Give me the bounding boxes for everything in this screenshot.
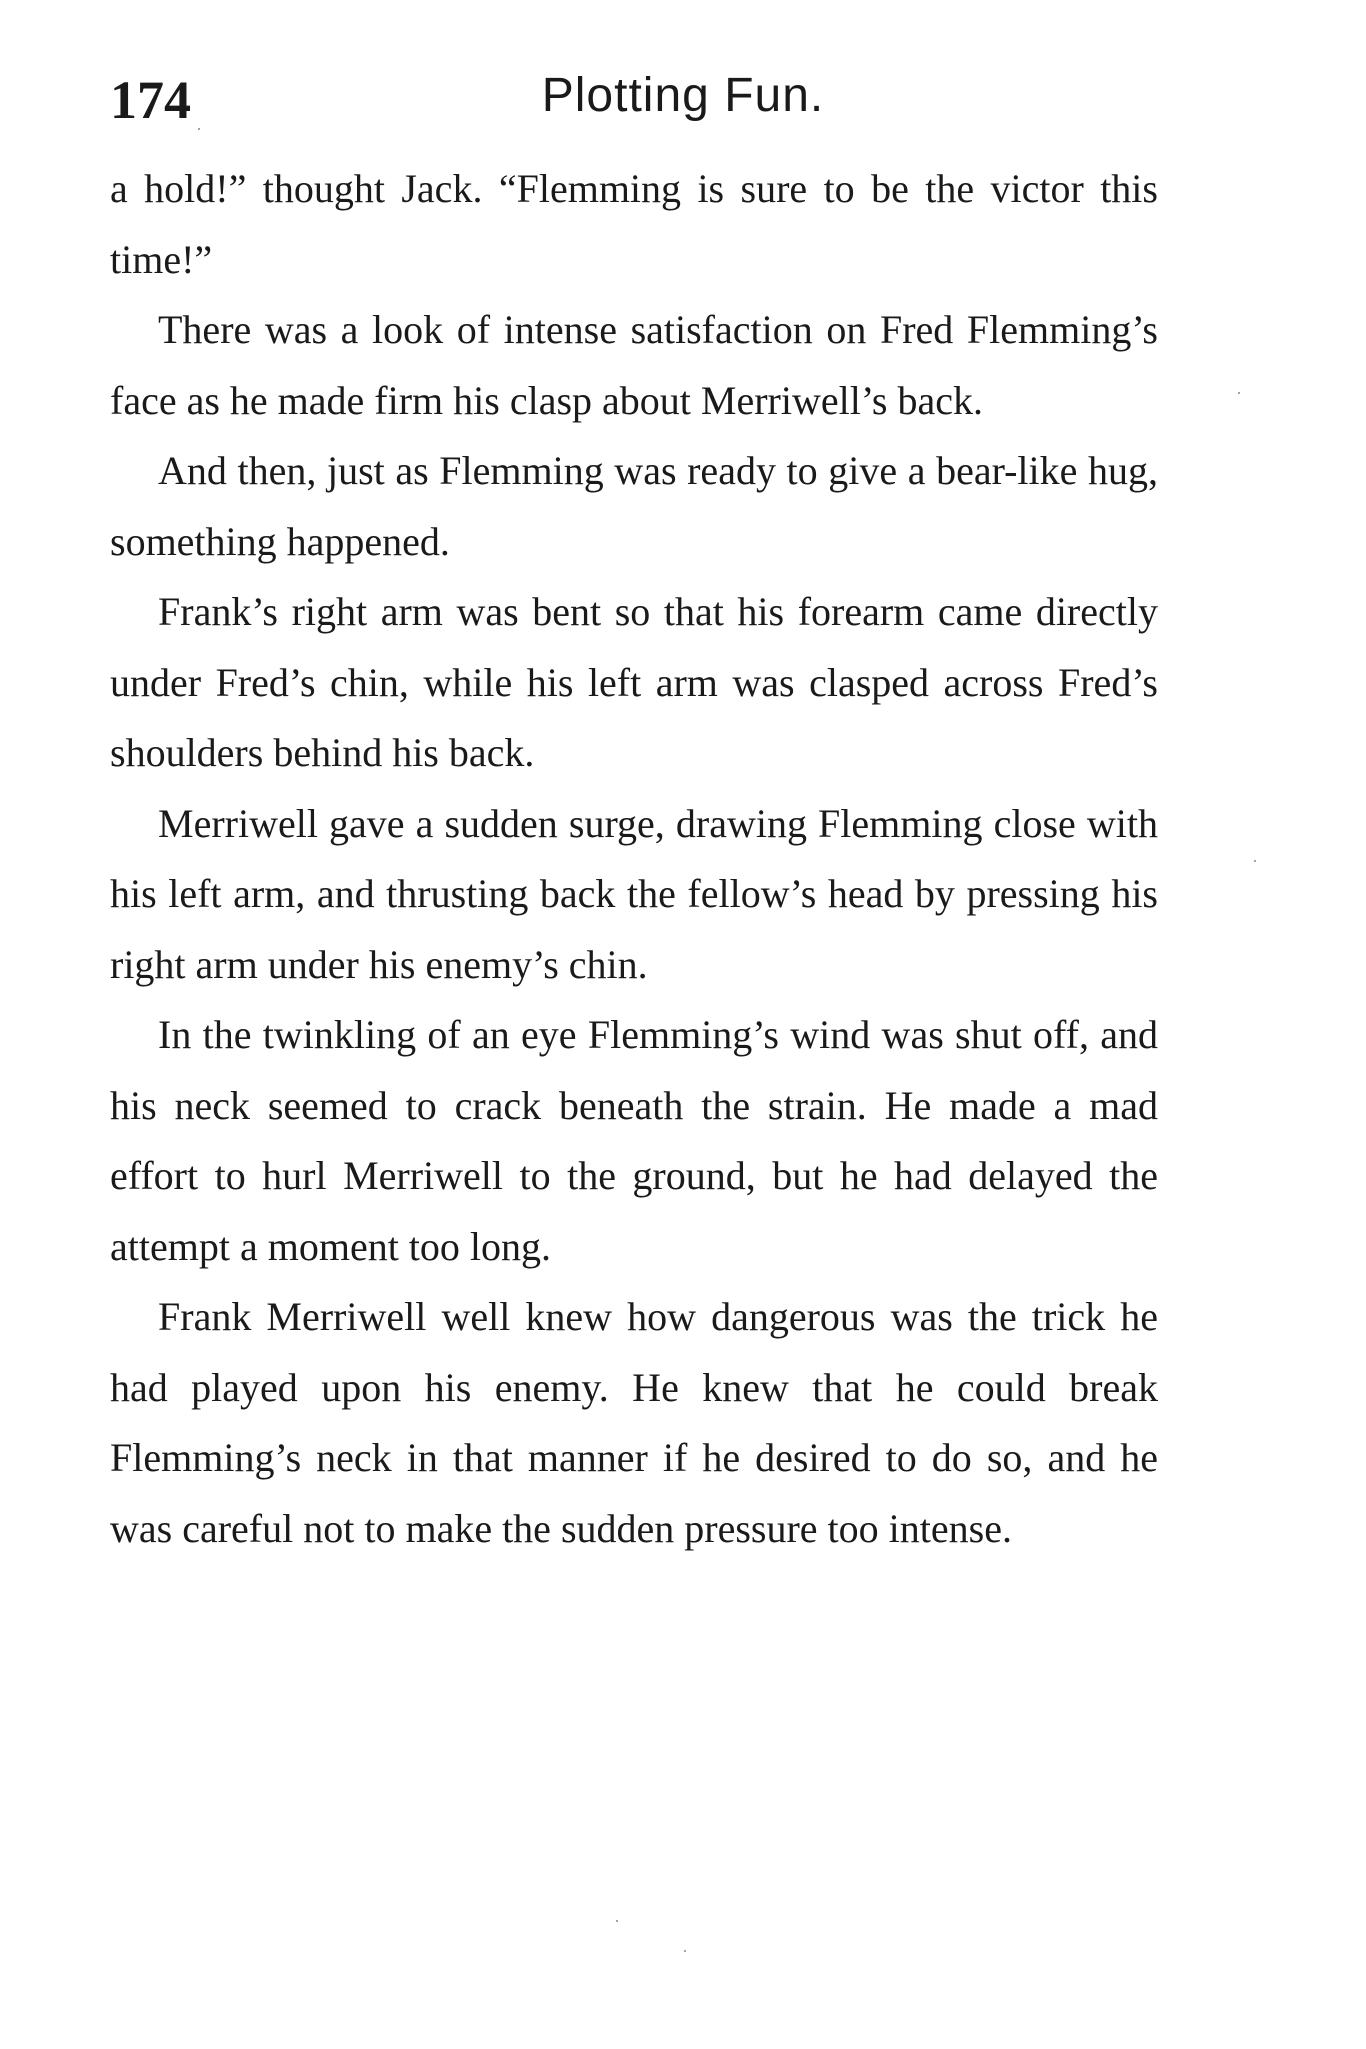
paper-speck: [616, 1920, 618, 1922]
paragraph: Frank’s right arm was bent so that his forearm came directly under Fred’s chin, while his left arm was clasped across Fred’s shoulders behind his back.: [110, 589, 1158, 775]
paper-speck: [1254, 860, 1256, 862]
paragraph: Merriwell gave a sudden surge, drawing Flemming close with his left arm, and thrusting back the fellow’s head by pressing his right arm under his enemy’s chin.: [110, 800, 1158, 987]
body-text: [110, 154, 1158, 1564]
paragraph-continuation: a hold!” thought Jack. “Flemming is sure to be the victor this time!”: [110, 166, 1158, 282]
paper-speck: [684, 1950, 686, 1952]
running-head: Plotting Fun.: [541, 69, 825, 122]
paragraph: And then, just as Flemming was ready to give a bear-like hug, something happened.: [110, 448, 1158, 564]
paper-speck: [1238, 392, 1240, 394]
page-number: 174: [110, 70, 191, 130]
paragraph: Frank Merriwell well knew how dangerous was the trick he had played upon his enemy. He knew that he could break Flemming’s neck in that manner if he desired to do so, and he was careful not to make the sudden pressure too intense.: [110, 1294, 1158, 1551]
paragraph: In the twinkling of an eye Flemming’s wind was shut off, and his neck seemed to crack beneath the strain. He made a mad effort to hurl Merriwell to the ground, but he had delayed the attempt a moment too long.: [110, 1012, 1158, 1269]
paper-speck: [198, 128, 200, 130]
paragraph: There was a look of intense satisfaction on Fred Flemming’s face as he made firm his clasp about Merriwell’s back.: [110, 307, 1158, 423]
